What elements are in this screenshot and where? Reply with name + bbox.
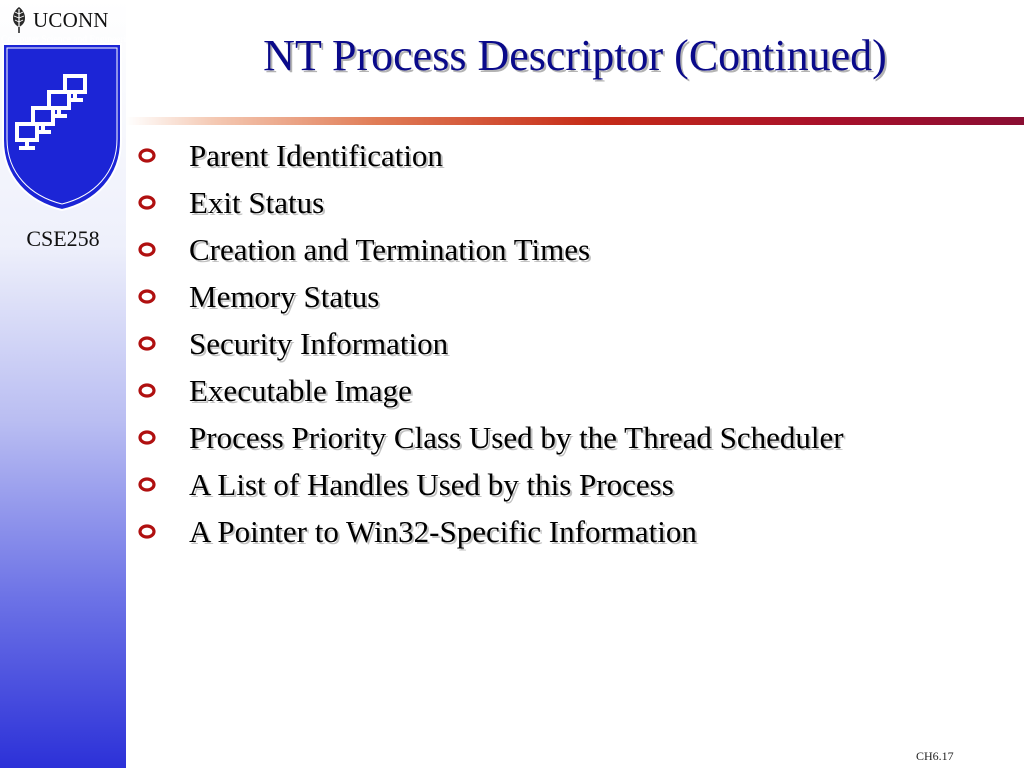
title-divider bbox=[126, 117, 1024, 125]
list-item bbox=[132, 371, 932, 410]
list-item bbox=[132, 277, 932, 316]
list-item bbox=[132, 324, 932, 363]
bullet-text: Executable Image bbox=[189, 373, 412, 408]
bullet-text: A Pointer to Win32-Specific Information bbox=[189, 514, 697, 549]
sidebar bbox=[0, 0, 136, 768]
bullet-text: A List of Handles Used by this Process bbox=[189, 467, 674, 502]
bullet-icon bbox=[137, 288, 157, 305]
list-item bbox=[132, 465, 932, 504]
seal-caption: Computer Science and Engineering bbox=[1, 35, 136, 45]
bullet-list bbox=[132, 136, 932, 559]
bullet-icon bbox=[137, 476, 157, 493]
bullet-text: Process Priority Class Used by the Thread Scheduler bbox=[189, 420, 844, 455]
bullet-icon bbox=[137, 382, 157, 399]
bullet-text: Exit Status bbox=[189, 185, 325, 220]
bullet-icon bbox=[137, 429, 157, 446]
oak-leaf-icon bbox=[8, 6, 30, 34]
slide-number: CH6.17 bbox=[916, 749, 954, 763]
list-item bbox=[132, 183, 932, 222]
bullet-icon bbox=[137, 523, 157, 540]
bullet-text: Creation and Termination Times bbox=[189, 232, 591, 267]
bullet-icon bbox=[137, 335, 157, 352]
slide-title: NT Process Descriptor (Continued) bbox=[263, 31, 887, 80]
department-seal bbox=[1, 35, 136, 214]
list-item bbox=[132, 136, 932, 175]
bullet-text: Security Information bbox=[189, 326, 449, 361]
course-label: CSE258 bbox=[26, 226, 100, 251]
list-item bbox=[132, 512, 932, 551]
list-item bbox=[132, 230, 932, 269]
bullet-icon bbox=[137, 241, 157, 258]
bullet-icon bbox=[137, 194, 157, 211]
bullet-text: Memory Status bbox=[189, 279, 380, 314]
bullet-icon bbox=[137, 147, 157, 164]
bullet-text: Parent Identification bbox=[189, 138, 443, 173]
uconn-logo-text: UCONN bbox=[33, 7, 109, 32]
list-item bbox=[132, 418, 932, 457]
uconn-logo bbox=[8, 5, 109, 35]
